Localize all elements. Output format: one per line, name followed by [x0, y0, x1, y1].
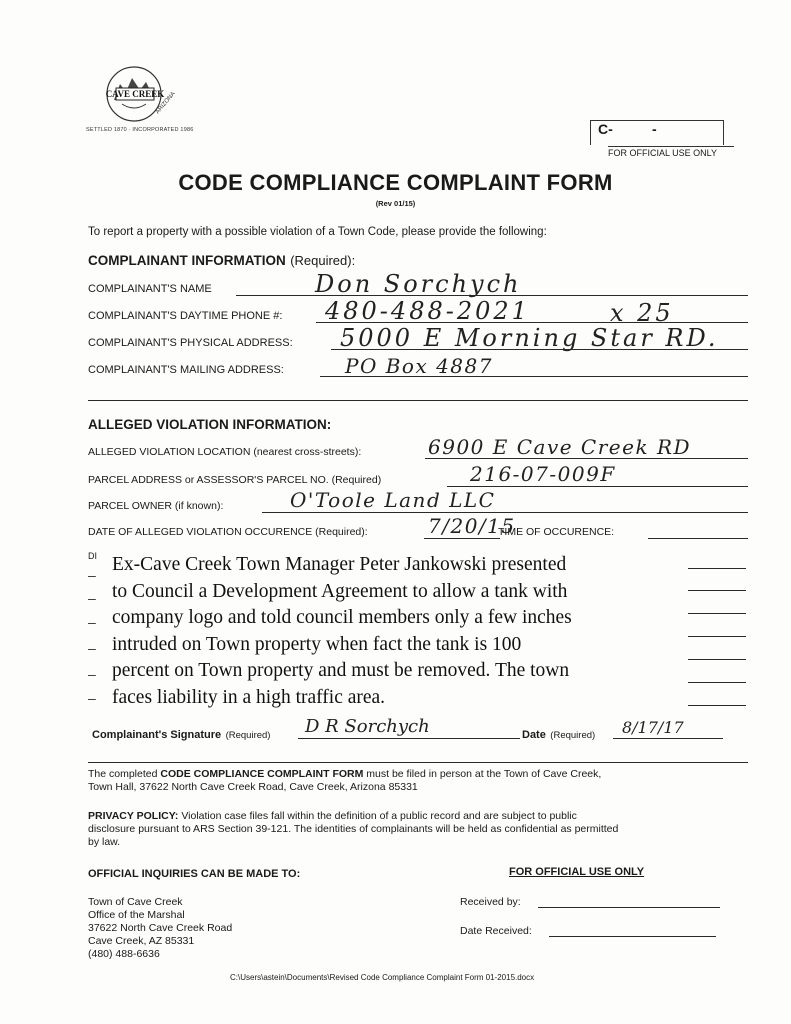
description-dash: ‒ [88, 567, 96, 583]
description-dash: ‒ [88, 590, 96, 606]
time-label: TIME OF OCCURENCE: [498, 526, 615, 538]
file-path: C:\Users\astein\Documents\Revised Code Compliance Complaint Form 01-2015.docx [230, 973, 535, 982]
violation-description[interactable] [112, 552, 682, 711]
privacy-line3: by law. [88, 836, 121, 848]
logo-tagline: SETTLED 1870 · INCORPORATED 1986 [86, 127, 194, 133]
description-right-line [688, 636, 746, 637]
privacy-policy [88, 810, 758, 849]
date-received-line[interactable] [549, 936, 716, 937]
owner-line [262, 512, 748, 513]
phone-extension[interactable]: x 25 [610, 299, 674, 327]
violation-heading: ALLEGED VIOLATION INFORMATION: [88, 417, 332, 432]
form-revision: (Rev 01/15) [375, 199, 416, 208]
footer-divider [88, 762, 748, 763]
mailing-address-label: COMPLAINANT'S MAILING ADDRESS: [88, 364, 284, 376]
date-received-label: Date Received: [460, 925, 532, 937]
official-case-dash: - [652, 121, 657, 137]
parcel-field[interactable]: 216-07-009F [470, 462, 616, 486]
official-use-heading: FOR OFFICIAL USE ONLY [509, 866, 645, 878]
description-line: company logo and told council members only a few inches [112, 607, 572, 628]
signature-date-line [613, 738, 723, 739]
phone-label: COMPLAINANT'S DAYTIME PHONE #: [88, 310, 283, 322]
description-dash: ‒ [88, 666, 96, 682]
form-title: CODE COMPLIANCE COMPLAINT FORM [178, 170, 613, 195]
date-line [424, 538, 500, 539]
received-by-line[interactable] [538, 907, 720, 908]
inquiries-heading: OFFICIAL INQUIRIES CAN BE MADE TO: [88, 868, 301, 880]
cave-creek-logo [100, 62, 180, 132]
parcel-label: PARCEL ADDRESS or ASSESSOR'S PARCEL NO. (Required) [88, 474, 382, 486]
official-use-caption: FOR OFFICIAL USE ONLY [608, 146, 734, 158]
office-address [88, 896, 232, 961]
address-line: (480) 488-6636 [88, 948, 160, 960]
filing-line2: Town Hall, 37622 North Cave Creek Road, Cave Creek, Arizona 85331 [88, 781, 418, 793]
description-line: intruded on Town property when fact the tank is 100 [112, 633, 522, 655]
official-case-code: C- [598, 121, 613, 137]
received-by-label: Received by: [460, 896, 521, 908]
name-label: COMPLAINANT'S NAME [88, 283, 212, 295]
privacy-line2: disclosure pursuant to ARS Section 39-121. The identities of complainants will be held as confidential as permitted [88, 823, 619, 835]
signature-date-label: Date [522, 729, 546, 741]
address-line: Town of Cave Creek [88, 896, 183, 908]
description-right-line [688, 613, 746, 614]
blank-address-line [88, 400, 748, 401]
signature-line [298, 738, 520, 739]
signature-field[interactable]: D R Sorchych [305, 716, 430, 737]
address-line: Office of the Marshal [88, 909, 185, 921]
signature-date-group [522, 725, 595, 743]
description-prefix: DI [88, 551, 97, 561]
filing-pre: The completed [88, 768, 161, 780]
name-field[interactable]: Don Sorchych [315, 270, 522, 298]
form-intro: To report a property with a possible violation of a Town Code, please provide the following: [88, 226, 547, 238]
description-line: percent on Town property and must be removed. The town [112, 660, 570, 681]
date-field[interactable]: 7/20/15 [428, 514, 516, 538]
physical-address-field[interactable]: 5000 E Morning Star RD. [340, 324, 719, 352]
description-dash: ‒ [88, 640, 96, 656]
signature-date-note: (Required) [550, 730, 596, 741]
privacy-line1: Violation case files fall within the definition of a public record and are subject to public [178, 810, 577, 822]
description-right-line [688, 590, 746, 591]
description-right-line [688, 682, 746, 683]
description-dash: ‒ [88, 690, 96, 706]
phone-field[interactable]: 480-488-2021 [325, 297, 530, 325]
description-right-line [688, 568, 746, 569]
filing-instructions [88, 768, 758, 794]
address-line: Cave Creek, AZ 85331 [88, 935, 195, 947]
location-field[interactable]: 6900 E Cave Creek RD [428, 435, 692, 459]
filing-post: must be filed in person at the Town of Cave Creek, [363, 768, 602, 780]
owner-label: PARCEL OWNER (if known): [88, 500, 224, 512]
logo-text: CAVE CREEK [105, 89, 165, 99]
signature-note: (Required) [225, 730, 271, 741]
description-dash: ‒ [88, 614, 96, 630]
mailing-address-field[interactable]: PO Box 4887 [345, 354, 493, 378]
time-line [648, 538, 748, 539]
description-line: faces liability in a high traffic area. [112, 686, 386, 708]
signature-label-group [92, 725, 270, 743]
privacy-bold: PRIVACY POLICY: [88, 810, 179, 822]
description-line: to Council a Development Agreement to allow a tank with [112, 580, 568, 602]
description-right-line [688, 659, 746, 660]
complainant-heading-note: (Required): [290, 253, 356, 268]
physical-address-label: COMPLAINANT'S PHYSICAL ADDRESS: [88, 337, 293, 349]
owner-field[interactable]: O'Toole Land LLC [290, 488, 496, 512]
complainant-heading [88, 252, 355, 270]
description-right-line [688, 705, 746, 706]
address-line: 37622 North Cave Creek Road [88, 922, 233, 934]
complainant-heading-text: COMPLAINANT INFORMATION [88, 253, 286, 268]
parcel-line [447, 486, 748, 487]
filing-bold: CODE COMPLIANCE COMPLAINT FORM [160, 768, 364, 780]
signature-date-field[interactable]: 8/17/17 [622, 718, 684, 737]
logo-state: ARIZONA [154, 90, 177, 116]
date-label: DATE OF ALLEGED VIOLATION OCCURENCE (Required): [88, 526, 368, 538]
description-line: Ex-Cave Creek Town Manager Peter Jankowski presented [112, 554, 567, 575]
signature-label: Complainant's Signature [92, 729, 222, 741]
location-label: ALLEGED VIOLATION LOCATION (nearest cross-streets): [88, 446, 362, 458]
